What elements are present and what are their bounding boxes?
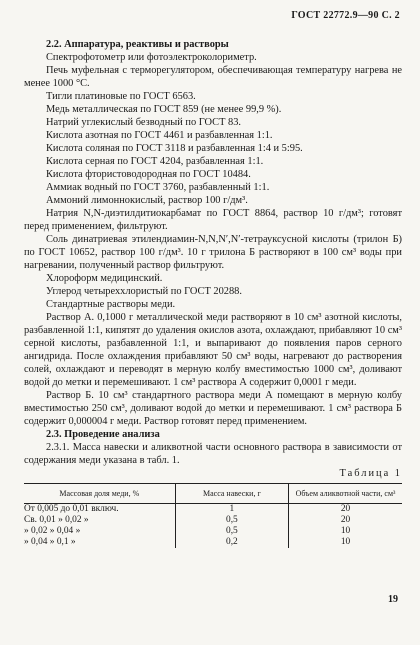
paragraph: Аммиак водный по ГОСТ 3760, разбавленный 1:1. xyxy=(46,182,270,193)
paragraph: 2.3.1. Масса навески и аликвотной части основного раствора в зависимости от содержания меди указана в табл. 1. xyxy=(24,442,402,466)
paragraph: Раствор А. 0,1000 г металлической меди растворяют в 10 см³ азотной кислоты, разбавленной 1:1, кипятят до удаления окислов азота, охлаждают, прибавляют 10 см³ серной кислоты, разбавленной 1:1, и выпаривают до появления паров серного ангидрида. После охлаждения прибавляют 50 см³ воды, нагревают до растворения солей, охлаждают и переводят в мерную колбу вместимостью 1000 см³, доливают водой до метки и перемешивают. 1 см³ раствора А содержит 0,0001 г меди. xyxy=(24,312,402,388)
table-header-cell: Масса навески, г xyxy=(175,484,288,504)
paragraph: Раствор Б. 10 см³ стандартного раствора меди А помещают в мерную колбу вместимостью 250 см³, доливают водой до метки и перемешивают. 1 см³ раствора Б содержит 0,000004 г меди. Раствор готовят перед применением. xyxy=(24,390,402,427)
paragraph: Углерод четыреххлористый по ГОСТ 20288. xyxy=(46,286,242,297)
table-cell: 1 xyxy=(175,504,288,516)
paragraph: Аммоний лимоннокислый, раствор 100 г/дм³. xyxy=(46,195,248,206)
paragraph: Соль динатриевая этилендиамин-N,N,N′,N′-тетрауксусной кислоты (трилон Б) по ГОСТ 10652, раствор 100 г/дм³. 10 г трилона Б растворяют в 100 см³ воды при нагревании, полученный раствор фильтруют. xyxy=(24,234,402,271)
table-cell: 10 xyxy=(289,526,402,537)
paragraph: Кислота соляная по ГОСТ 3118 и разбавленная 1:4 и 5:95. xyxy=(46,143,303,154)
table-cell: » 0,04 » 0,1 » xyxy=(24,537,76,547)
table-header-cell: Объем аликвотной части, см³ xyxy=(289,484,402,504)
paragraph: Хлороформ медицинский. xyxy=(46,273,163,284)
section-heading: 2.3. Проведение анализа xyxy=(46,429,160,440)
table-row xyxy=(24,515,402,526)
table-header-cell: Массовая доля меди, % xyxy=(24,484,175,504)
page-header: ГОСТ 22772.9—90 С. 2 xyxy=(291,10,400,21)
document-body xyxy=(24,38,402,548)
paragraph: Кислота серная по ГОСТ 4204, разбавленная 1:1. xyxy=(46,156,264,167)
table-row xyxy=(24,537,402,548)
table-cell: 20 xyxy=(289,504,402,516)
table-cell: 10 xyxy=(289,537,402,548)
table-cell: 0,5 xyxy=(175,515,288,526)
paragraph: Кислота фтористоводородная по ГОСТ 10484. xyxy=(46,169,251,180)
table-cell: 0,5 xyxy=(175,526,288,537)
paragraph: Натрия N,N-диэтилдитиокарбамат по ГОСТ 8864, раствор 10 г/дм³; готовят перед применением, фильтруют. xyxy=(24,208,402,232)
paragraph: Стандартные растворы меди. xyxy=(46,299,176,310)
table-cell: 0,2 xyxy=(175,537,288,548)
paragraph: Спектрофотометр или фотоэлектроколориметр. xyxy=(46,52,257,63)
table-cell: » 0,02 » 0,04 » xyxy=(24,526,81,536)
table-row xyxy=(24,504,402,516)
table-title: Таблица 1 xyxy=(339,468,402,479)
paragraph: Медь металлическая по ГОСТ 859 (не менее 99,9 %). xyxy=(46,104,282,115)
page-number: 19 xyxy=(388,594,398,605)
section-heading: 2.2. Аппаратура, реактивы и растворы xyxy=(46,39,229,50)
table-cell: Св. 0,01 » 0,02 » xyxy=(24,515,89,525)
table-row xyxy=(24,526,402,537)
paragraph: Печь муфельная с терморегулятором, обеспечивающая температуру нагрева не менее 1000 °С. xyxy=(24,65,402,89)
table-cell: От 0,005 до 0,01 включ. xyxy=(24,504,119,514)
table-cell: 20 xyxy=(289,515,402,526)
paragraph: Тигли платиновые по ГОСТ 6563. xyxy=(46,91,196,102)
data-table xyxy=(24,483,402,548)
paragraph: Кислота азотная по ГОСТ 4461 и разбавленная 1:1. xyxy=(46,130,273,141)
paragraph: Натрий углекислый безводный по ГОСТ 83. xyxy=(46,117,242,128)
